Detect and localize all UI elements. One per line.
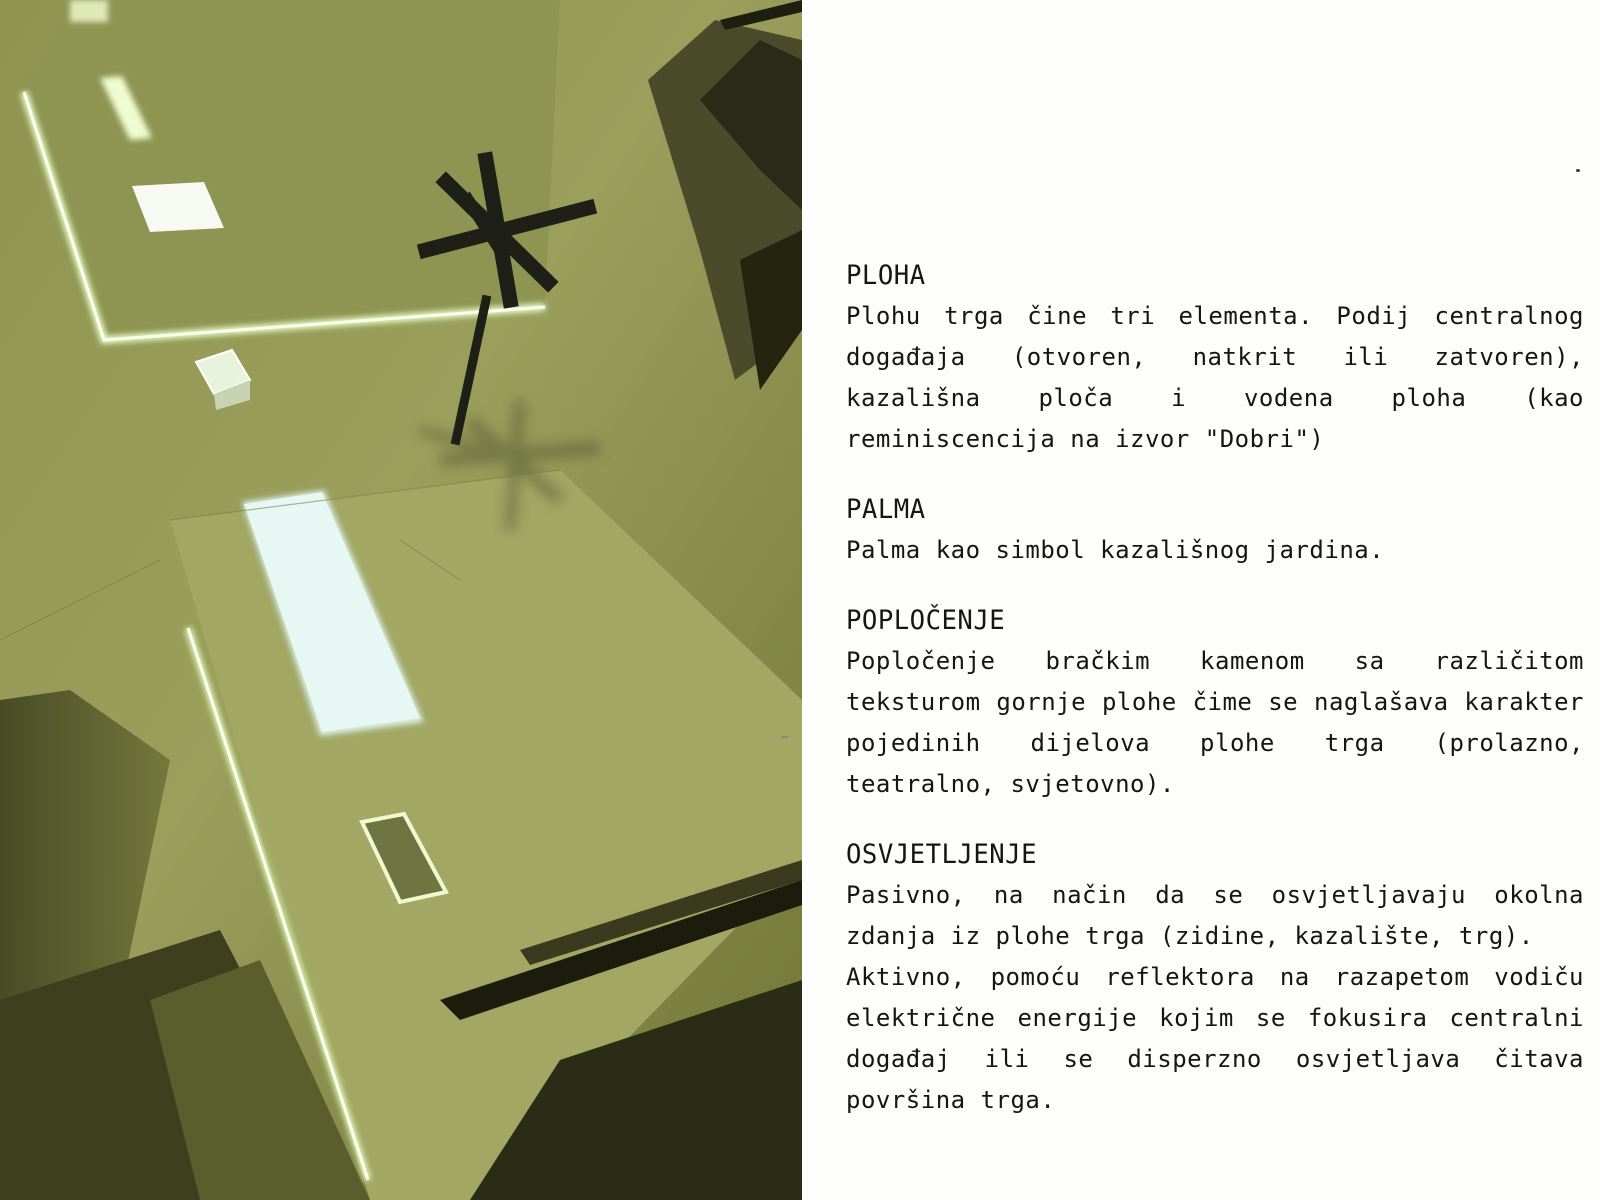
section-title: OSVJETLJENJE: [846, 839, 1038, 870]
text-column: [846, 256, 1584, 1151]
scan-speck: [1576, 169, 1580, 172]
section-palma: [846, 490, 1584, 571]
section-poplocenje: [846, 601, 1584, 805]
scan-speck: [781, 736, 789, 738]
section-body: Plohu trga čine tri elementa. Podij centralnog događaja (otvoren, natkrit ili zatvoren), kazališna ploča i vodena ploha (kao reminiscencija na izvor "Dobri"): [846, 302, 1584, 453]
section-title: PLOHA: [846, 260, 926, 291]
section-title: PALMA: [846, 494, 926, 525]
section-body: Popločenje bračkim kamenom sa različitom teksturom gornje plohe čime se naglašava karakter pojedinih dijelova plohe trga (prolazno, teatralno, svjetovno).: [846, 647, 1584, 798]
section-body: Palma kao simbol kazališnog jardina.: [846, 536, 1385, 564]
section-osvjetljenje: [846, 835, 1584, 1121]
section-ploha: [846, 256, 1584, 460]
section-body: Pasivno, na način da se osvjetljavaju okolna zdanja iz plohe trga (zidine, kazalište, trg).: [846, 881, 1584, 950]
section-title: POPLOČENJE: [846, 605, 1006, 636]
section-body-continued: Aktivno, pomoću reflektora na razapetom vodiču električne energije kojim se fokusira centralni događaj ili se disperzno osvjetljava čitava površina trga.: [846, 963, 1584, 1114]
